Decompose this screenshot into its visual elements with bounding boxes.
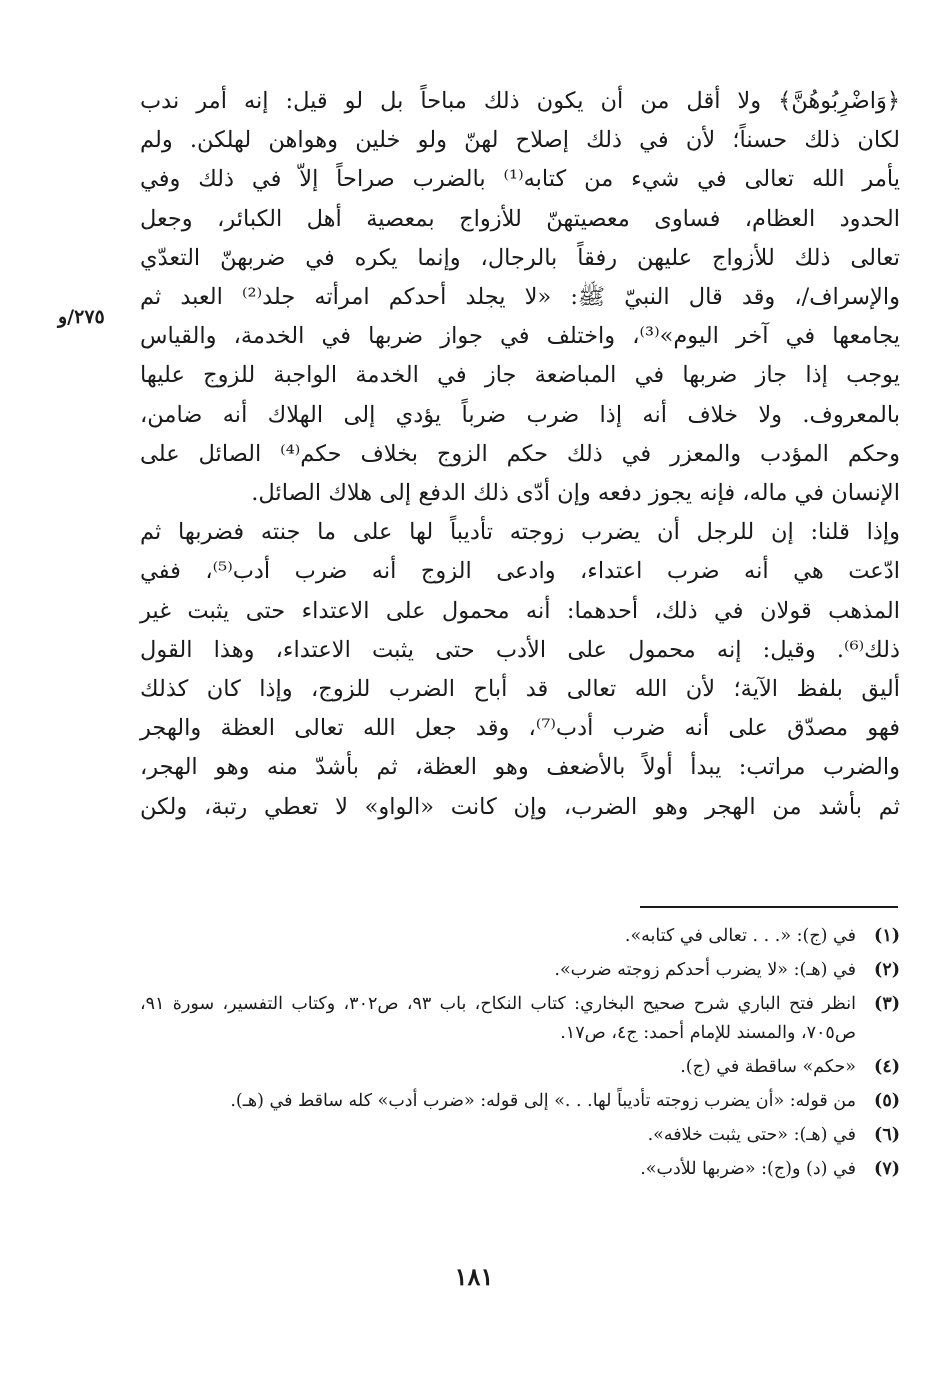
body-line: بالمعروف. ولا خلاف أنه إذا ضرب ضرباً يؤدي إلى الهلاك أنه ضامن،	[140, 401, 900, 428]
footnote-number: (٣)	[874, 994, 900, 1014]
footnote-number: (٤)	[874, 1057, 900, 1077]
footnotes	[140, 922, 900, 1189]
footnote	[140, 922, 900, 951]
footnote-text: من قوله: «أن يضرب زوجته تأديباً لها. . .» إلى قوله: «ضرب أدب» كله ساقط في (هـ).	[230, 1091, 856, 1111]
footnote	[140, 1155, 900, 1184]
footnote-text: انظر فتح الباري شرح صحيح البخاري: كتاب النكاح، باب ٩٣، ص٣٠٢، وكتاب التفسير، سورة ٩١، ص٧٠٥، والمسند للإمام أحمد: ج٤، ص١٧.	[140, 994, 856, 1043]
footnote-number: (٥)	[874, 1091, 900, 1111]
footnote-text: في (ج): «. . . تعالى في كتابه».	[624, 926, 856, 946]
footnote-number: (١)	[874, 926, 900, 946]
footnote-number: (٢)	[874, 960, 900, 980]
footnote-text: في (هـ): «حتى يثبت خلافه».	[647, 1125, 856, 1145]
body-line: يأمر الله تعالى في شيء من كتابه⁽¹⁾ بالضرب صراحاً إلاّ في ذلك وفي	[140, 166, 900, 193]
manuscript-folio-marker: ٢٧٥/و	[58, 306, 105, 328]
body-line: والضرب مراتب: يبدأ أولاً بالأضعف وهو العظة، ثم بأشدّ منه وهو الهجر،	[140, 754, 900, 781]
body-line: تعالى ذلك للأزواج عليهن رفقاً بالرجال، وإنما يكره في ضربهنّ التعدّي	[140, 244, 900, 271]
footnote-divider	[640, 906, 898, 908]
footnote-text: «حكم» ساقطة في (ج).	[680, 1057, 856, 1077]
footnote	[140, 1053, 900, 1082]
footnote-number: (٦)	[874, 1125, 900, 1145]
body-line: والإسراف/، وقد قال النبيّ ﷺ: «لا يجلد أحدكم امرأته جلد⁽²⁾ العبد ثم	[140, 284, 900, 311]
footnote	[140, 1087, 900, 1116]
body-line: وحكم المؤدب والمعزر في ذلك حكم الزوج بخلاف حكم⁽⁴⁾ الصائل على	[140, 440, 900, 467]
body-line: الإنسان في ماله، فإنه يجوز دفعه وإن أدّى ذلك الدفع إلى هلاك الصائل.	[251, 480, 900, 507]
footnote-text: في (د) و(ج): «ضربها للأدب».	[640, 1159, 856, 1179]
body-line: ذلك⁽⁶⁾. وقيل: إنه محمول على الأدب حتى يثبت الاعتداء، وهذا القول	[140, 636, 900, 663]
page-number: ١٨١	[454, 1262, 494, 1291]
body-line: المذهب قولان في ذلك، أحدهما: أنه محمول على الاعتداء حتى يثبت غير	[140, 597, 900, 624]
body-line: لكان ذلك حسناً؛ لأن في ذلك إصلاح لهنّ ولو خلين وهواهن لهلكن. ولم	[140, 127, 900, 154]
body-line: الحدود العظام، فساوى معصيتهنّ للأزواج بمعصية أهل الكبائر، وجعل	[140, 205, 900, 232]
footnote	[140, 1121, 900, 1150]
body-line: يوجب إذا جاز ضربها في المباضعة جاز في الخدمة الواجبة للزوج عليها	[140, 362, 900, 389]
footnote	[140, 956, 900, 985]
body-line: ثم بأشد من الهجر وهو الضرب، وإن كانت «الواو» لا تعطي رتبة، ولكن	[140, 793, 900, 820]
footnote-number: (٧)	[874, 1159, 900, 1179]
body-line: أليق بلفظ الآية؛ لأن الله تعالى قد أباح الضرب للزوج، وإذا كان كذلك	[140, 676, 900, 703]
body-line: وإذا قلنا: إن للرجل أن يضرب زوجته تأديباً لها على ما جنته فضربها ثم	[140, 519, 900, 546]
footnote	[140, 990, 900, 1048]
main-text	[140, 82, 900, 827]
footnote-text: في (هـ): «لا يضرب أحدكم زوجته ضرب».	[554, 960, 856, 980]
body-line: ﴿وَاضْرِبُوهُنَّ﴾ ولا أقل من أن يكون ذلك مباحاً بل لو قيل: إنه أمر ندب	[140, 88, 900, 114]
body-line: فهو مصدّق على أنه ضرب أدب⁽⁷⁾، وقد جعل الله تعالى العظة والهجر	[140, 715, 900, 742]
body-line: ادّعت هي أنه ضرب اعتداء، وادعى الزوج أنه ضرب أدب⁽⁵⁾، ففي	[140, 558, 900, 585]
body-line: يجامعها في آخر اليوم»⁽³⁾، واختلف في جواز ضربها في الخدمة، والقياس	[140, 323, 900, 350]
